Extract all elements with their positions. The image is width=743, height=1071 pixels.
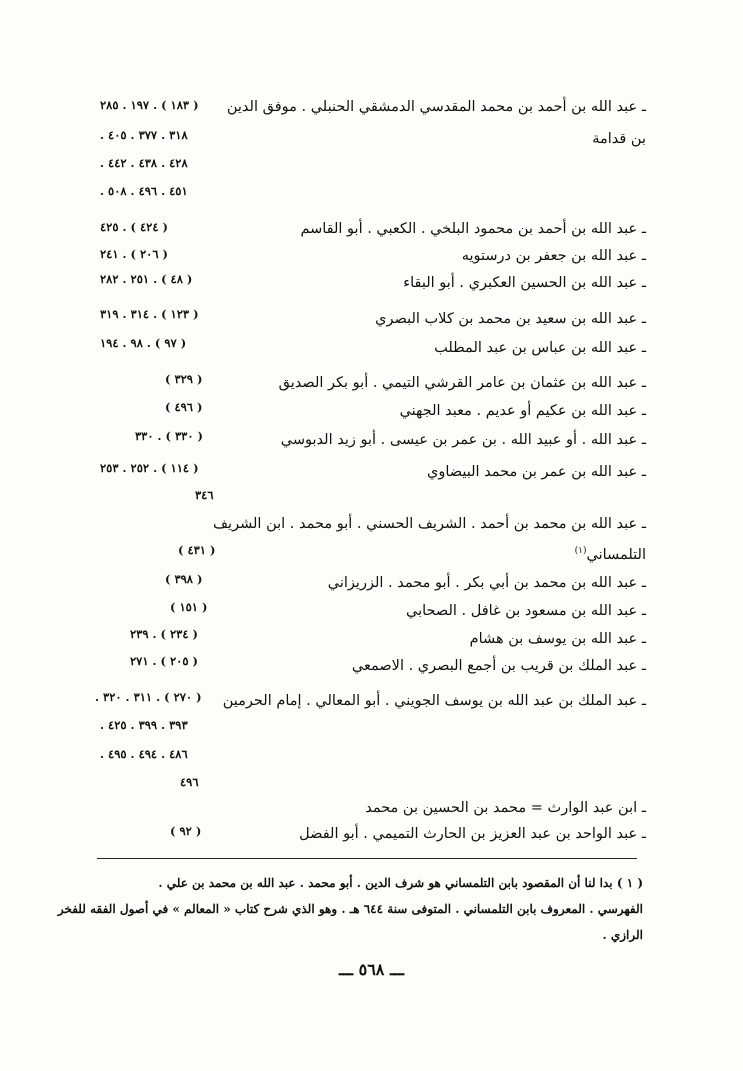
index-entry: ـ عبد الله بن أحمد بن محمود البلخي . الكعبي . أبو القاسم — [300, 221, 646, 237]
index-entry: ـ عبد الله بن جعفر بن درستويه — [461, 248, 646, 264]
index-entry: ـ عبد الله بن عكيم أو عديم . معبد الجهني — [399, 403, 646, 419]
footnote-line: الفهرسي . المعروف بابن التلمساني . المتوفى سنة ٦٤٤ هـ . وهو الذي شرح كتاب « المعالم » في أصول الفقه للفخر — [57, 902, 643, 916]
index-entry: ـ عبد الملك بن قريب بن أجمع البصري . الاصمعي — [351, 658, 646, 674]
index-entry: ـ ابن عبد الوارث = محمد بن الحسين بن محمد — [365, 800, 646, 816]
page-refs: ( ٤٩٦ ) — [165, 400, 203, 414]
page-refs: ( ٢٠٥ ) . ٢٧١ — [130, 654, 198, 668]
footnote-divider — [97, 858, 637, 859]
page-number: ـــ ٥٦٨ ـــ — [338, 960, 405, 979]
index-entry: ـ عبد الله بن الحسين العكبري . أبو البقاء — [403, 275, 646, 291]
footnote-line: ( ١ ) بدا لنا أن المقصود بابن التلمساني هو شرف الدين . أبو محمد . عبد الله بن محمد بن علي . — [158, 876, 643, 890]
page-refs: ( ١٥١ ) — [170, 600, 208, 614]
page-refs: ٤٢٨ . ٤٣٨ . ٤٤٢ . — [100, 156, 188, 170]
page-refs: ٣٤٦ — [195, 488, 214, 502]
page-refs: ( ٩٢ ) — [170, 824, 202, 838]
index-entry: ـ عبد الملك بن عبد الله بن يوسف الجويني . أبو المعالي . إمام الحرمين — [222, 693, 646, 709]
index-entry: ـ عبد الواحد بن عبد العزيز بن الحارث التميمي . أبو الفضل — [299, 826, 646, 842]
page-refs: ( ٢٧٠ ) . ٣١١ . ٣٢٠ . — [95, 690, 202, 704]
index-entry: ـ عبد الله . أو عبيد الله . بن عمر بن عيسى . أبو زيد الدبوسي — [280, 432, 646, 448]
index-entry: ـ عبد الله بن عثمان بن عامر القرشي التيمي . أبو بكر الصديق — [278, 375, 646, 391]
page-refs: ( ١٢٣ ) . ٣١٤ . ٣١٩ — [100, 307, 199, 321]
page-refs: ( ٣٣٠ ) . ٣٣٠ — [135, 429, 203, 443]
page-refs: ( ٤٣١ ) — [178, 543, 216, 557]
page-refs: ٤٩٦ — [180, 775, 199, 789]
page-refs: ( ٢٠٦ ) . ٢٤١ — [100, 247, 168, 261]
page-refs: ( ١١٤ ) . ٢٥٢ . ٢٥٣ — [100, 461, 199, 475]
index-entry: ـ عبد الله بن سعيد بن محمد بن كلاب البصري — [375, 311, 646, 327]
footnote-marker: (١) — [574, 546, 587, 556]
index-entry — [227, 97, 646, 117]
index-entry: ـ عبد الله بن مسعود بن غافل . الصحابي — [405, 603, 646, 619]
page-refs: ( ٢٣٤ ) . ٢٣٩ — [130, 627, 198, 641]
page-refs: ( ٤٨ ) . ٢٥١ . ٢٨٢ — [100, 272, 193, 286]
index-entry: ـ عبد الله بن محمد بن أبي بكر . أبو محمد . الزريزاني — [327, 575, 646, 591]
entry-continuation: بن قدامة — [592, 131, 646, 147]
page-refs: ٣٩٣ . ٣٩٩ . ٤٢٥ . — [100, 718, 188, 732]
page-refs: ( ٩٧ ) . ٩٨ . ١٩٤ — [100, 336, 187, 350]
page-refs: ٣١٨ . ٣٧٧ . ٤٠٥ . — [100, 128, 188, 142]
page-refs: ( ٣٩٨ ) — [165, 572, 203, 586]
index-entry: ـ عبد الله بن عمر بن محمد البيضاوي — [426, 464, 646, 480]
page-refs: ( ٣٢٩ ) — [165, 372, 203, 386]
footnote-line: الرازي . — [602, 928, 643, 942]
page-refs: ( ٤٢٤ ) . ٤٢٥ — [100, 220, 168, 234]
index-entry: ـ عبد الله بن محمد بن أحمد . الشريف الحسني . أبو محمد . ابن الشريف — [213, 516, 646, 532]
index-entry: ـ عبد الله بن عباس بن عبد المطلب — [434, 340, 646, 356]
page-refs: ٤٥١ . ٤٩٦ . ٥٠٨ . — [100, 184, 188, 198]
entry-continuation: التلمساني$^{(١)}$ — [574, 546, 646, 563]
index-entry: ـ عبد الله بن يوسف بن هشام — [469, 631, 646, 647]
page-refs: ( ١٨٣ ) . ١٩٧ . ٢٨٥ — [100, 98, 199, 112]
entry-name: ـ عبد الله بن أحمد بن محمد المقدسي الدمشقي الحنبلي . موفق الدين — [226, 99, 646, 115]
page-refs: ٤٨٦ . ٤٩٤ . ٤٩٥ . — [100, 747, 188, 761]
